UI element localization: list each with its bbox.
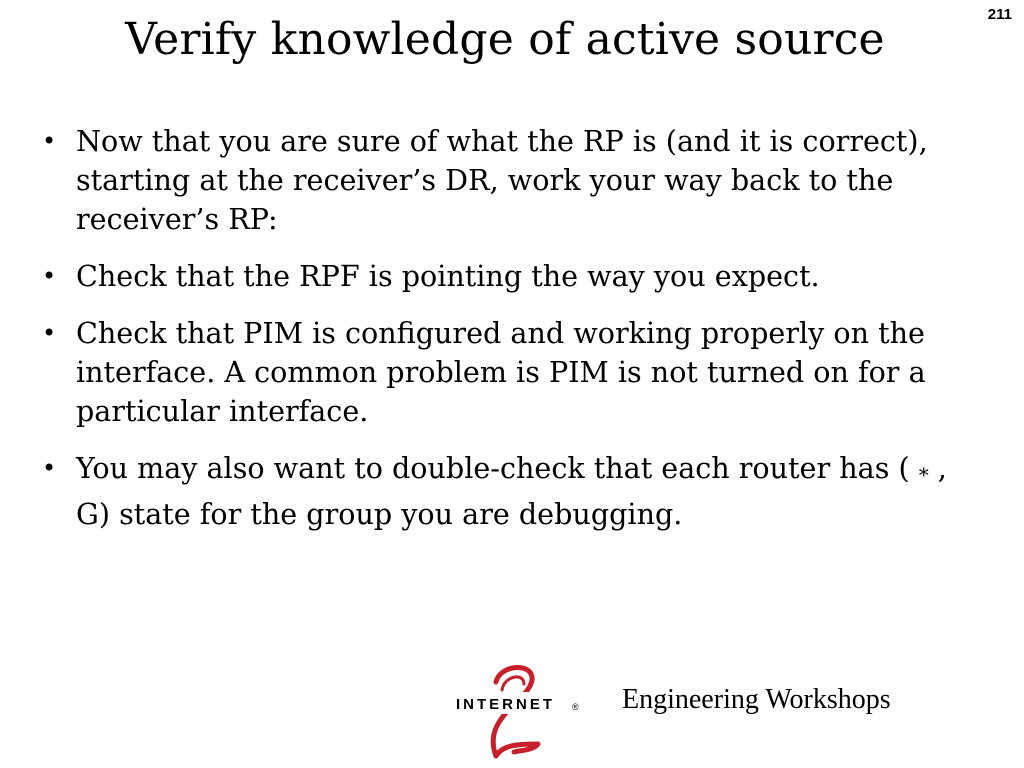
footer — [452, 660, 972, 760]
internet2-logo-icon — [452, 660, 592, 760]
bullet-icon: • — [42, 454, 57, 482]
bullet-list — [40, 122, 980, 552]
logo-wordmark: INTERNET — [456, 696, 555, 713]
bullet-text — [76, 451, 947, 531]
bullet-text-end: , G) state for the group you are debugging. — [76, 451, 947, 531]
slide-title: Verify knowledge of active source — [125, 14, 885, 65]
bullet-item — [40, 122, 980, 239]
registered-mark: ® — [572, 702, 579, 712]
footer-label: Engineering Workshops — [622, 684, 891, 715]
bullet-text-start: You may also want to double-check that each router has ( — [76, 451, 919, 485]
bullet-icon: • — [42, 262, 57, 290]
bullet-text: Check that the RPF is pointing the way you expect. — [76, 259, 820, 293]
bullet-text: Check that PIM is configured and working properly on the interface. A common problem is PIM is not turned on for a particular interface. — [76, 316, 926, 428]
bullet-item — [40, 314, 980, 431]
bullet-icon: • — [42, 319, 57, 347]
asterisk-symbol: * — [918, 463, 929, 487]
page-number: 211 — [987, 6, 1012, 23]
bullet-icon: • — [42, 127, 57, 155]
bullet-item — [40, 257, 980, 296]
bullet-text: Now that you are sure of what the RP is (and it is correct), starting at the receiver’s DR, work your way back to the receiver’s RP: — [76, 124, 928, 236]
bullet-item — [40, 449, 980, 534]
